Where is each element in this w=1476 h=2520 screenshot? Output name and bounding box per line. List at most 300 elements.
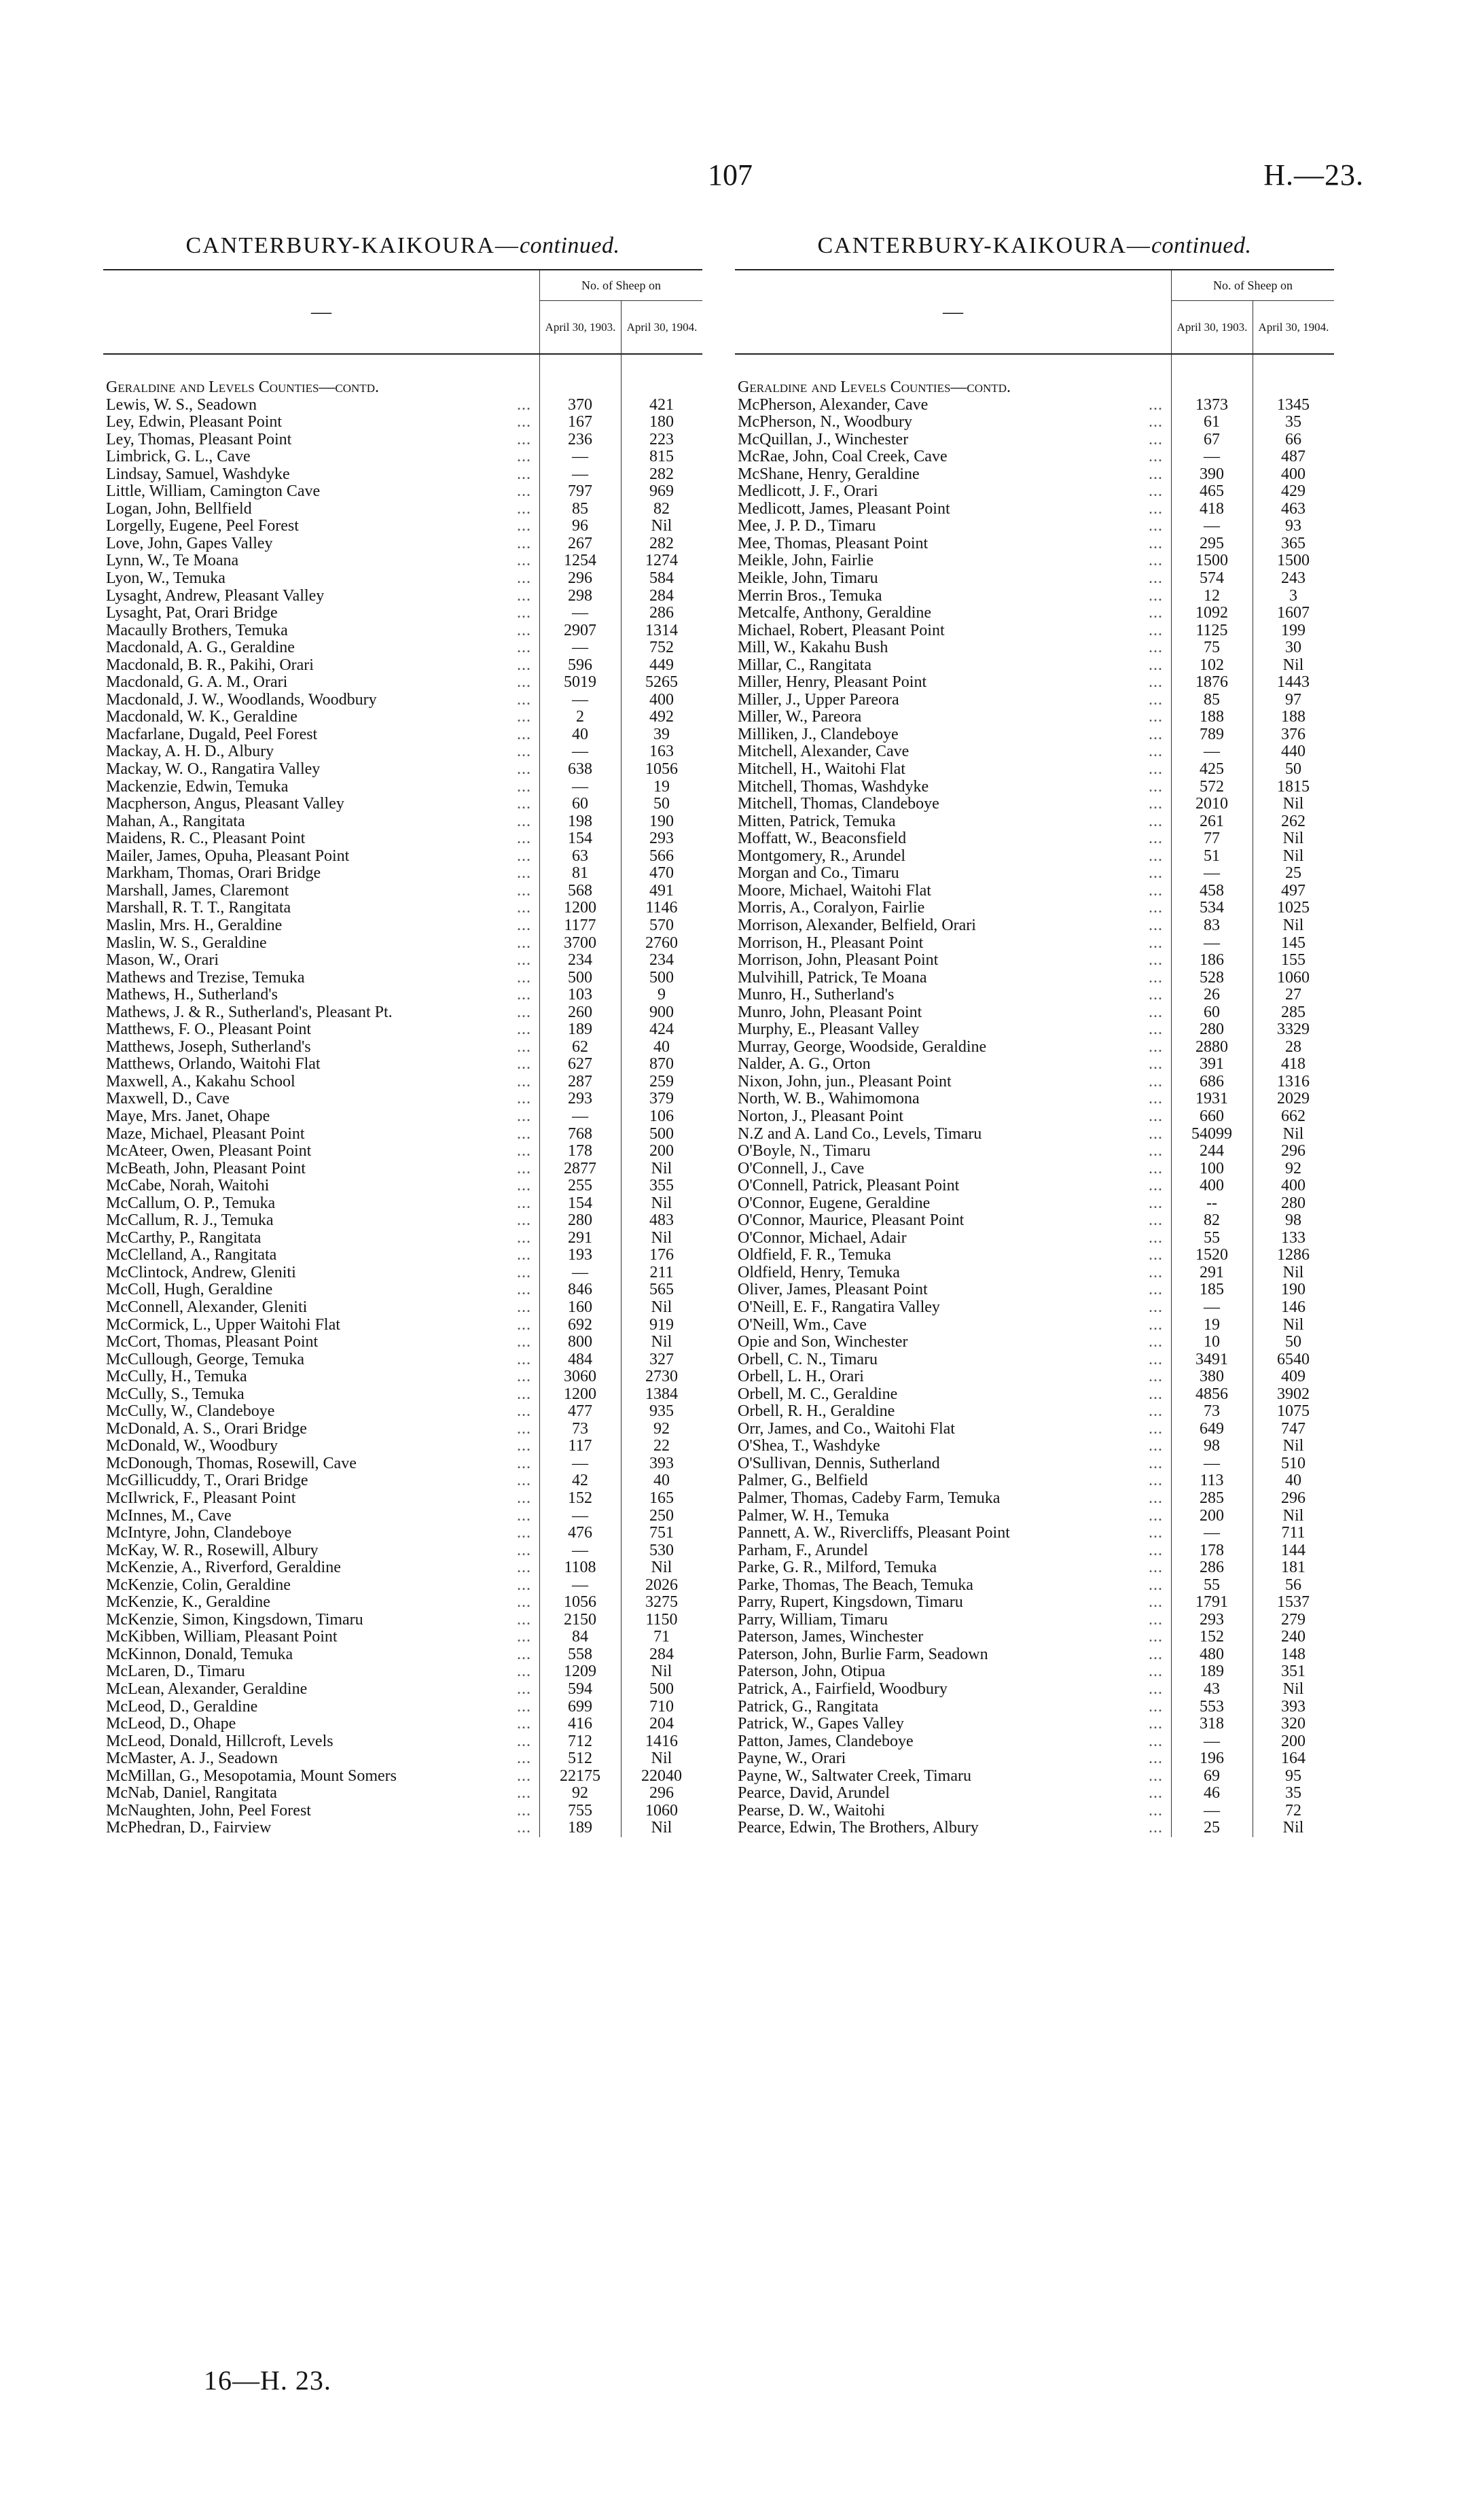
table-row [735,1612,1334,1629]
table-row [735,1472,1334,1490]
leader-dots: ... [517,691,531,709]
owner-name: Macdonald, J. W., Woodlands, Woodbury [106,691,377,709]
owner-name: Mackay, A. H. D., Albury [106,743,274,761]
owner-name: Medlicott, J. F., Orari [738,483,878,501]
sheep-1903: 458 [1200,881,1224,900]
owner-name: McNab, Daniel, Rangitata [106,1785,277,1803]
owner-name: McKenzie, K., Geraldine [106,1594,270,1612]
sheep-1904: 584 [649,569,674,588]
leader-dots: ... [1149,639,1163,657]
owner-cell [103,1577,539,1595]
owner-cell [103,883,539,900]
sheep-1903: 189 [1200,1663,1224,1681]
sheep-1904: Nil [1282,830,1304,848]
table-row [735,1733,1334,1751]
leader-dots: ... [1149,1594,1163,1612]
leader-dots: ... [1149,622,1163,639]
table-row [735,1264,1334,1282]
owner-cell [103,1073,539,1091]
sheep-1904: 1075 [1277,1402,1310,1421]
sheep-1903: 1209 [564,1663,596,1681]
owner-cell [735,1108,1171,1126]
sheep-1904: 3275 [645,1593,678,1612]
sheep-1904: 211 [649,1263,674,1281]
owner-cell [103,1525,539,1542]
leader-dots: ... [517,1646,531,1663]
sheep-1903: 152 [1200,1628,1224,1646]
table-row [735,1143,1334,1160]
sheep-1903: 568 [568,881,592,900]
leader-dots: ... [1149,952,1163,970]
owner-name: Opie and Son, Winchester [738,1334,908,1351]
owner-name: Mathews, J. & R., Sutherland's, Pleasant Pt. [106,1004,393,1021]
leader-dots: ... [517,1525,531,1542]
table-header [103,269,702,355]
owner-name: Oldfield, F. R., Temuka [738,1247,891,1264]
sheep-1904: Nil [651,1663,672,1681]
sheep-1904: 2029 [1277,1090,1310,1108]
owner-cell [103,917,539,935]
sheep-1904: Nil [651,1819,672,1837]
sheep-1904: 50 [1285,760,1301,779]
leader-dots: ... [1149,1629,1163,1646]
sheep-1903: — [572,1506,588,1525]
table-row [103,830,702,848]
owner-cell [735,917,1171,935]
owner-name: Moore, Michael, Waitohi Flat [738,882,931,900]
owner-cell [735,1490,1171,1508]
sheep-1903: 686 [1200,1072,1224,1090]
owner-cell [103,1264,539,1282]
owner-cell [735,1039,1171,1057]
owner-cell [735,1368,1171,1386]
owner-cell [735,1195,1171,1213]
sheep-1904: 234 [649,951,674,970]
sheep-1903: 380 [1200,1368,1224,1386]
sheep-1904: 565 [649,1281,674,1299]
owner-name: McCully, S., Temuka [106,1385,245,1403]
sheep-1903: — [1204,1454,1220,1472]
leader-dots: ... [1149,1316,1163,1334]
leader-dots: ... [517,656,531,674]
sheep-1903: 73 [572,1419,588,1438]
owner-name: O'Shea, T., Washdyke [738,1438,880,1455]
table-row [735,1108,1334,1126]
leader-dots: ... [517,796,531,813]
owner-name: McRae, John, Coal Creek, Cave [738,448,948,466]
leader-dots: ... [1149,865,1163,883]
table-row [103,1525,702,1542]
sheep-1904: 204 [649,1715,674,1733]
leader-dots: ... [517,830,531,848]
leader-dots: ... [1149,1542,1163,1559]
owner-name: Nixon, John, jun., Pleasant Point [738,1073,952,1090]
leader-dots: ... [1149,1385,1163,1403]
table-row [735,830,1334,848]
owner-name: McCallum, R. J., Temuka [106,1212,274,1230]
leader-dots: ... [1149,1681,1163,1699]
sheep-1903: 75 [1204,639,1220,657]
table-row [103,813,702,831]
owner-cell [103,1039,539,1057]
sheep-1903: 3491 [1195,1350,1228,1368]
table-row [103,1317,702,1334]
sheep-1904: 176 [649,1246,674,1264]
table-row [103,935,702,953]
owner-cell [103,397,539,414]
sheep-1904: 440 [1281,743,1306,761]
table-row [735,813,1334,831]
owner-cell [103,535,539,553]
owner-name: O'Boyle, N., Timaru [738,1143,871,1160]
table-body [103,355,702,1837]
owner-cell [735,657,1171,675]
sheep-1904: 50 [1285,1333,1301,1351]
sheep-1903: — [572,1541,588,1559]
sheep-1903: 649 [1200,1419,1224,1438]
table-row [735,1750,1334,1768]
table-row [735,1126,1334,1143]
table-row [735,518,1334,535]
sheep-1904: 510 [1281,1454,1306,1472]
owner-cell [103,1351,539,1369]
owner-name: Murray, George, Woodside, Geraldine [738,1038,987,1056]
leader-dots: ... [1149,778,1163,796]
owner-cell [103,1403,539,1421]
sheep-1903: 1200 [564,1385,596,1403]
leader-dots: ... [1149,431,1163,448]
owner-name: McPherson, Alexander, Cave [738,396,929,414]
sheep-1903: 103 [568,986,592,1004]
sheep-1903: 200 [1200,1506,1224,1525]
owner-name: Macdonald, W. K., Geraldine [106,709,298,726]
table-row [103,1733,702,1751]
sheep-1903: — [1204,448,1220,466]
leader-dots: ... [517,1177,531,1195]
sheep-1903: 261 [1200,812,1224,830]
owner-cell [103,796,539,813]
sheep-1904: Nil [651,1333,672,1351]
sheep-1904: 379 [649,1090,674,1108]
owner-name: McCarthy, P., Rangitata [106,1229,262,1247]
table-row [103,1750,702,1768]
table-row [103,917,702,935]
owner-cell [735,1577,1171,1595]
sheep-1903: — [1204,743,1220,761]
owner-cell [103,1126,539,1143]
sheep-1903: 465 [1200,482,1224,501]
owner-name: Macfarlane, Dugald, Peel Forest [106,726,318,743]
table-row [735,1351,1334,1369]
table-row [735,674,1334,692]
sheep-1903: 12 [1204,586,1220,605]
owner-name: Orr, James, and Co., Waitohi Flat [738,1420,955,1438]
sheep-1904: 282 [649,465,674,483]
sheep-1904: 71 [653,1628,670,1646]
sheep-1904: 56 [1285,1576,1301,1594]
document-reference: H.—23. [1263,158,1364,192]
sheep-1904: Nil [651,1228,672,1247]
sheep-1903: 267 [568,534,592,552]
leader-dots: ... [1149,1125,1163,1143]
owner-cell [735,1785,1171,1803]
owner-name: Mailer, James, Opuha, Pleasant Point [106,847,350,865]
table-row [103,1247,702,1264]
owner-cell [103,1750,539,1768]
table-row [103,431,702,449]
leader-dots: ... [517,743,531,761]
sheep-1903: — [1204,934,1220,952]
table-row [103,743,702,761]
header-col-1904: April 30, 1904. [1253,301,1334,353]
sheep-1903: 85 [572,499,588,518]
leader-dots: ... [1149,847,1163,865]
sheep-1904: 30 [1285,639,1301,657]
owner-name: Morris, A., Coralyon, Fairlie [738,900,925,917]
table-row [103,1785,702,1803]
sheep-1903: 512 [568,1750,592,1768]
owner-name: Parham, F., Arundel [738,1542,869,1559]
leader-dots: ... [517,605,531,622]
owner-cell [735,1334,1171,1351]
sheep-1904: Nil [651,1559,672,1577]
owner-cell [735,1299,1171,1317]
owner-name: McColl, Hugh, Geraldine [106,1281,273,1299]
sheep-1904: 240 [1281,1628,1306,1646]
sheep-1903: 236 [568,430,592,448]
table-row [735,535,1334,553]
leader-dots: ... [517,674,531,692]
owner-name: Logan, John, Bellfield [106,500,252,518]
owner-name: Markham, Thomas, Orari Bridge [106,865,321,883]
sheep-1903: 67 [1204,430,1220,448]
sheep-1904: 497 [1281,881,1306,900]
owner-cell [103,935,539,953]
sheep-1904: 1416 [645,1732,678,1750]
table-row [103,1368,702,1386]
table-row [103,397,702,414]
owner-cell [735,448,1171,466]
owner-cell [735,1716,1171,1733]
sheep-1903: 63 [572,847,588,865]
table-row [735,1438,1334,1455]
table-row [735,1004,1334,1022]
leader-dots: ... [1149,691,1163,709]
owner-cell [735,796,1171,813]
sheep-1904: 22 [653,1437,670,1455]
owner-name: Oliver, James, Pleasant Point [738,1281,928,1299]
owner-name: Oldfield, Henry, Temuka [738,1264,900,1281]
sheep-1904: 2760 [645,934,678,952]
sheep-1904: 483 [649,1211,674,1230]
leader-dots: ... [1149,882,1163,900]
sheep-1904: 1056 [645,760,678,779]
sheep-1903: 4856 [1195,1385,1228,1403]
sheep-1903: 416 [568,1715,592,1733]
table-row [103,1212,702,1230]
sheep-1903: 189 [568,1021,592,1039]
owner-cell [735,1056,1171,1073]
table-row [103,1177,702,1195]
leader-dots: ... [1149,1107,1163,1125]
owner-cell [735,830,1171,848]
leader-dots: ... [1149,1334,1163,1351]
sheep-1904: 2026 [645,1576,678,1594]
sheep-1903: 692 [568,1315,592,1334]
sheep-1903: 178 [568,1142,592,1160]
owner-name: McLaren, D., Timaru [106,1663,245,1681]
owner-cell [103,1542,539,1560]
sheep-1903: 154 [568,1194,592,1212]
sheep-1903: 69 [1204,1767,1220,1785]
table-row [103,657,702,675]
owner-name: Mitchell, Thomas, Washdyke [738,778,929,796]
owner-name: McGillicuddy, T., Orari Bridge [106,1472,308,1490]
leader-dots: ... [517,1438,531,1455]
sheep-1903: — [572,465,588,483]
table-row [735,1056,1334,1073]
owner-name: O'Connor, Maurice, Pleasant Point [738,1212,965,1230]
owner-name: Parry, William, Timaru [738,1611,888,1629]
sheep-1904: 6540 [1277,1350,1310,1368]
header-col-1903: April 30, 1903. [539,301,621,353]
sheep-1904: 282 [649,534,674,552]
sheep-1903: 558 [568,1645,592,1663]
owner-name: McLeod, D., Geraldine [106,1698,258,1716]
owner-cell [103,605,539,622]
sheep-1904: 66 [1285,430,1301,448]
owner-cell [103,1334,539,1351]
table-row [103,1646,702,1664]
owner-name: McNaughten, John, Peel Forest [106,1802,311,1820]
sheep-1904: 429 [1281,482,1306,501]
owner-cell [103,1386,539,1404]
leader-dots: ... [1149,900,1163,917]
table-row [103,900,702,917]
leader-dots: ... [1149,1785,1163,1803]
owner-cell [735,1421,1171,1438]
table-row [735,552,1334,570]
sheep-1903: 234 [568,951,592,970]
owner-cell [735,466,1171,484]
owner-cell [735,501,1171,518]
owner-name: McDonough, Thomas, Rosewill, Cave [106,1455,357,1472]
owner-name: McIlwrick, F., Pleasant Point [106,1490,296,1507]
sheep-1903: 46 [1204,1784,1220,1803]
sheep-1904: 40 [653,1472,670,1490]
header-group-label: No. of Sheep on [1171,270,1334,301]
sheep-1904: 3902 [1277,1385,1310,1403]
table-row [103,1455,702,1473]
table-row [103,970,702,987]
sheep-1903: 1373 [1195,395,1228,414]
sheep-1903: 25 [1204,1819,1220,1837]
sheep-1904: 3329 [1277,1021,1310,1039]
owner-name: Merrin Bros., Temuka [738,587,882,605]
leader-dots: ... [517,1403,531,1421]
leader-dots: ... [1149,1716,1163,1733]
owner-cell [735,1247,1171,1264]
owner-cell [103,518,539,535]
leader-dots: ... [517,1038,531,1056]
owner-cell [103,1299,539,1317]
sheep-1903: 22175 [560,1767,600,1785]
owner-name: McCully, H., Temuka [106,1368,247,1386]
table-row [735,1230,1334,1247]
table-row [103,1264,702,1282]
owner-name: Montgomery, R., Arundel [738,847,906,865]
owner-cell [735,1750,1171,1768]
table-row [103,1681,702,1699]
table-row [735,588,1334,605]
sheep-1903: — [572,1263,588,1281]
table-row [103,552,702,570]
owner-cell [103,1472,539,1490]
sheep-1904: 250 [649,1506,674,1525]
leader-dots: ... [1149,674,1163,692]
owner-name: Mackay, W. O., Rangatira Valley [106,761,321,779]
leader-dots: ... [517,1507,531,1525]
leader-dots: ... [1149,1056,1163,1073]
owner-cell [735,1403,1171,1421]
sheep-1904: 1314 [645,621,678,639]
sheep-1904: 935 [649,1402,674,1421]
sheep-1904: 25 [1285,864,1301,883]
sheep-1904: 1500 [1277,552,1310,570]
owner-name: McMillan, G., Mesopotamia, Mount Somers [106,1767,397,1785]
leader-dots: ... [1149,1281,1163,1299]
table-row [735,1629,1334,1646]
owner-cell [103,1368,539,1386]
sheep-1904: 752 [649,639,674,657]
sheep-1904: 181 [1281,1559,1306,1577]
sheep-1904: 40 [653,1037,670,1056]
owner-cell [103,1508,539,1525]
owner-cell [735,1351,1171,1369]
header-col-1904: April 30, 1904. [621,301,702,353]
table-row [735,657,1334,675]
table-row [735,1212,1334,1230]
owner-cell [103,1785,539,1803]
sheep-1903: 500 [568,968,592,987]
leader-dots: ... [517,1629,531,1646]
owner-cell [735,1004,1171,1022]
leader-dots: ... [517,1785,531,1803]
owner-cell [735,397,1171,414]
owner-cell [735,1386,1171,1404]
owner-name: McCort, Thomas, Pleasant Point [106,1334,319,1351]
table-row [103,1508,702,1525]
table-row [103,1195,702,1213]
table-row [103,865,702,883]
sheep-1903: 477 [568,1402,592,1421]
owner-name: Lewis, W. S., Seadown [106,396,257,414]
sheep-1903: 594 [568,1680,592,1699]
leader-dots: ... [517,1368,531,1386]
sheep-1903: 3060 [564,1368,596,1386]
leader-dots: ... [1149,1525,1163,1542]
owner-cell [103,1160,539,1178]
sheep-1904: 747 [1281,1419,1306,1438]
leader-dots: ... [517,726,531,743]
leader-dots: ... [517,882,531,900]
owner-name: Miller, W., Pareora [738,709,862,726]
table-row [103,1299,702,1317]
owner-cell [735,709,1171,726]
sheep-1903: 19 [1204,1315,1220,1334]
leader-dots: ... [1149,1820,1163,1837]
table-row [735,1421,1334,1438]
